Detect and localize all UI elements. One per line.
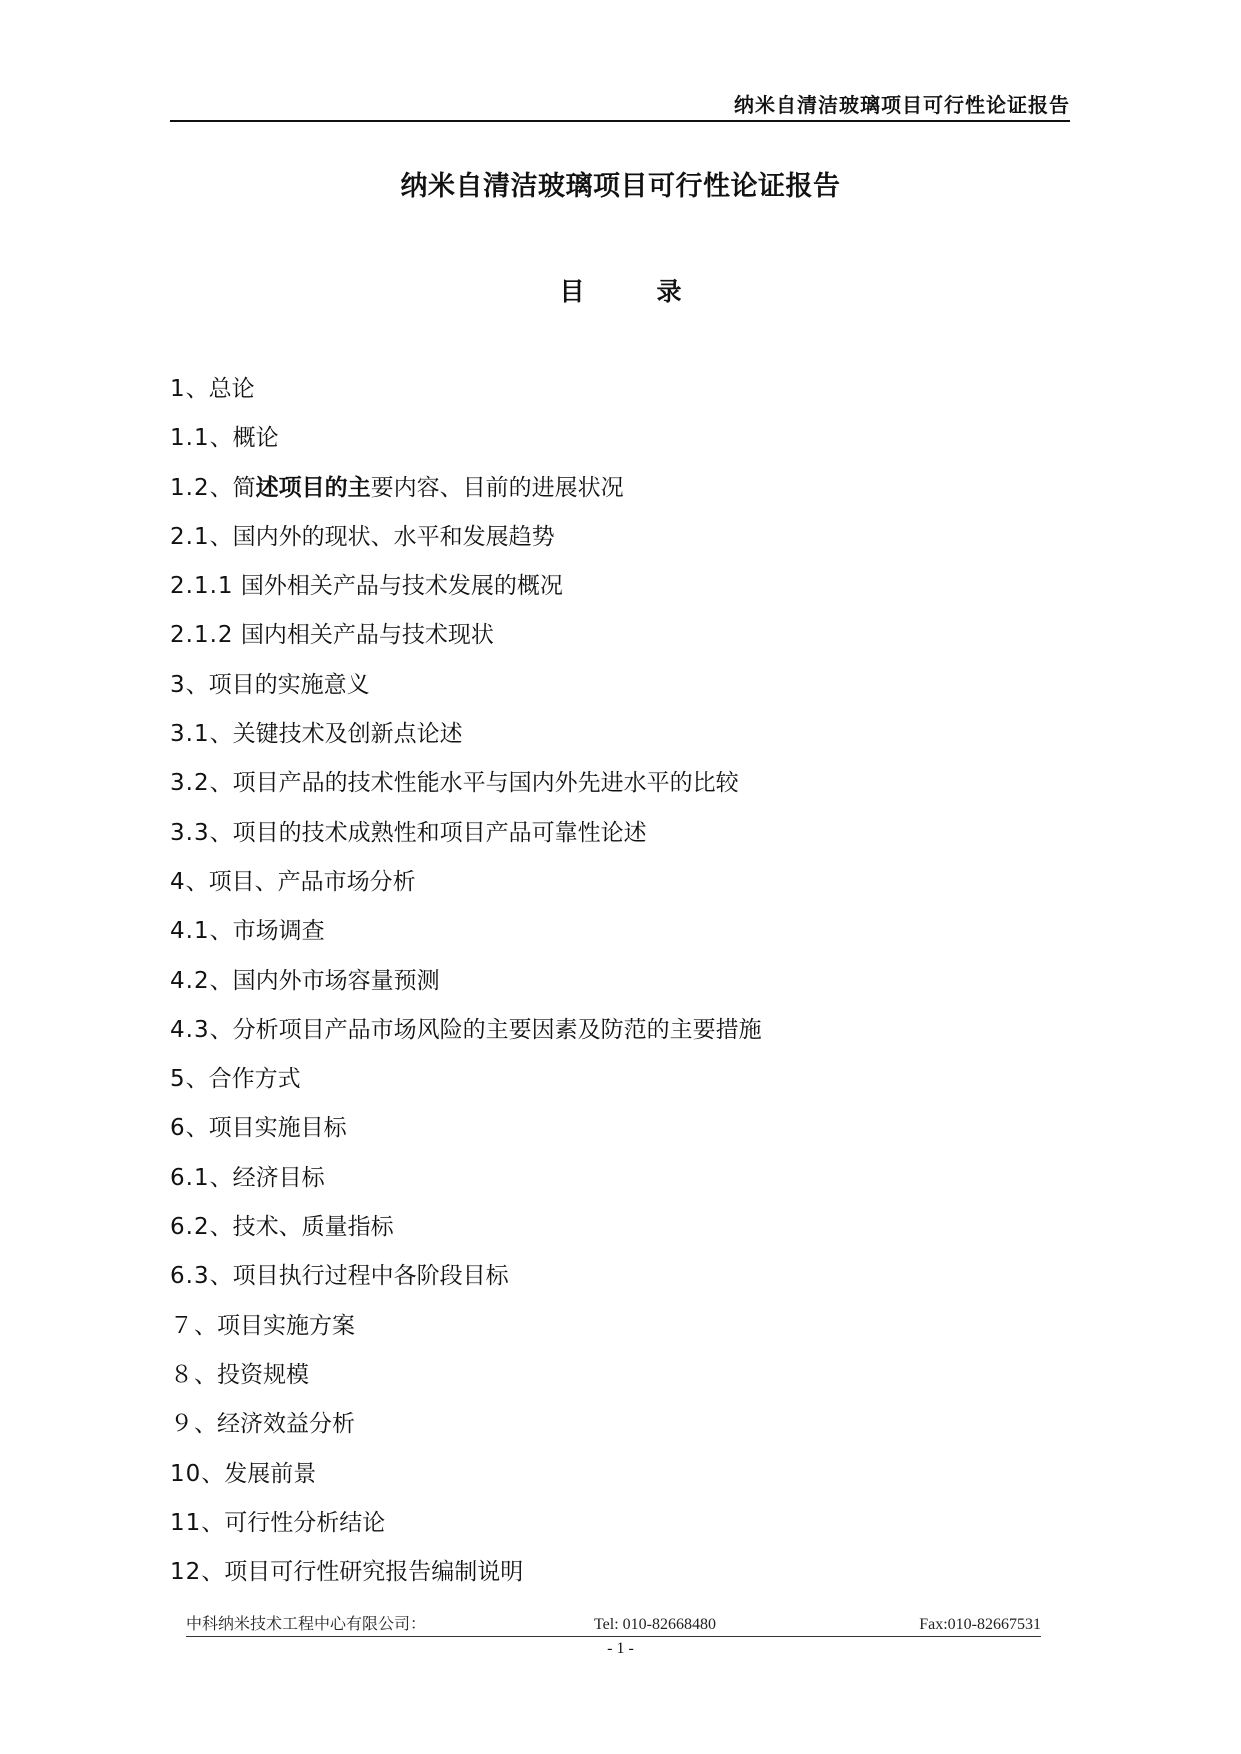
toc-entry bbox=[170, 666, 1070, 715]
toc-entry bbox=[170, 863, 1070, 912]
toc-entry-text: 、项目的技术成熟性和项目产品可靠性论述 bbox=[209, 819, 647, 846]
toc-entry bbox=[170, 962, 1070, 1011]
toc-entry-text: 、项目的实施意义 bbox=[185, 671, 370, 698]
toc-entry-number: 3.2 bbox=[170, 770, 210, 797]
toc-entry-text: 国外相关产品与技术发展的概况 bbox=[233, 573, 563, 600]
toc-entry-text: 、经济效益分析 bbox=[194, 1411, 355, 1438]
toc-entry bbox=[170, 1504, 1070, 1553]
toc-entry-text: 、投资规模 bbox=[194, 1361, 309, 1388]
toc-entry-number: 11 bbox=[170, 1509, 202, 1536]
toc-entry-number: ７ bbox=[170, 1312, 194, 1339]
toc-entry bbox=[170, 1159, 1070, 1208]
toc-entry-text: 要内容、目前的进展状况 bbox=[370, 474, 624, 501]
toc-entry-text: 、关键技术及创新点论述 bbox=[209, 721, 463, 748]
toc-entry-text: 、发展前景 bbox=[201, 1460, 317, 1487]
toc-heading-left: 目 bbox=[559, 277, 585, 306]
toc-entry-text-prefix: 、简 bbox=[209, 474, 256, 501]
toc-entry bbox=[170, 1109, 1070, 1158]
toc-entry-text: 、可行性分析结论 bbox=[201, 1509, 386, 1536]
running-header-title: 纳米自清洁玻璃项目可行性论证报告 bbox=[734, 93, 1070, 117]
footer-tel: Tel: 010-82668480 bbox=[594, 1616, 716, 1633]
toc-entry-text: 、经济目标 bbox=[209, 1164, 325, 1191]
toc-entry-number: 3 bbox=[170, 671, 186, 698]
toc-entry-text: 、国内外市场容量预测 bbox=[209, 967, 440, 994]
toc-entry bbox=[170, 715, 1070, 764]
toc-entry bbox=[170, 518, 1070, 567]
toc-entry bbox=[170, 764, 1070, 813]
toc-entry-number: 12 bbox=[170, 1559, 202, 1586]
toc-entry-text: 、总论 bbox=[185, 376, 255, 402]
toc-entry bbox=[170, 1257, 1070, 1306]
toc-entry bbox=[170, 567, 1070, 616]
toc-entry-number: 5 bbox=[170, 1066, 186, 1093]
toc-entry-number: 2.1 bbox=[170, 523, 210, 550]
toc-entry-text: 、项目实施方案 bbox=[194, 1312, 355, 1339]
toc-entry-text: 、技术、质量指标 bbox=[209, 1214, 394, 1241]
toc-entry-number: 2.1.2 bbox=[170, 622, 234, 649]
toc-entry-number: 4 bbox=[170, 868, 186, 895]
footer-company: 中科纳米技术工程中心有限公司： bbox=[186, 1616, 427, 1633]
toc-entry-number: 3.1 bbox=[170, 721, 210, 748]
toc-entry bbox=[170, 1405, 1070, 1454]
toc-entry bbox=[170, 419, 1070, 468]
toc-entry-number: 3.3 bbox=[170, 819, 210, 846]
toc-entry-text: 、项目实施目标 bbox=[185, 1115, 347, 1142]
toc-entry-text: 、合作方式 bbox=[185, 1066, 301, 1093]
toc-entry-text: 国内相关产品与技术现状 bbox=[233, 622, 494, 649]
toc-entry-text-bold: 述项目的主 bbox=[255, 474, 371, 501]
toc-entry-number: 6.2 bbox=[170, 1214, 210, 1241]
toc-entry-number: 1.1 bbox=[170, 425, 210, 452]
toc-entry-text: 、市场调查 bbox=[209, 918, 325, 945]
footer-fax: Fax:010-82667531 bbox=[919, 1616, 1041, 1633]
toc-heading-right: 录 bbox=[656, 277, 682, 306]
toc-entry-number: 6.1 bbox=[170, 1164, 210, 1191]
toc-entry-text: 、项目产品的技术性能水平与国内外先进水平的比较 bbox=[209, 770, 739, 797]
toc-entry-text: 、项目执行过程中各阶段目标 bbox=[209, 1263, 509, 1290]
running-header bbox=[170, 92, 1070, 122]
toc-entry bbox=[170, 1307, 1070, 1356]
toc-entry-number: 4.2 bbox=[170, 967, 210, 994]
toc-entry-number: 4.1 bbox=[170, 918, 210, 945]
toc-entry bbox=[170, 1011, 1070, 1060]
toc-entry-text: 、项目、产品市场分析 bbox=[185, 868, 416, 895]
toc-entry bbox=[170, 616, 1070, 665]
page-footer bbox=[186, 1614, 1041, 1637]
toc-entry-number: 10 bbox=[170, 1460, 202, 1487]
toc-entry-text: 、国内外的现状、水平和发展趋势 bbox=[209, 523, 555, 550]
table-of-contents bbox=[170, 370, 1070, 1602]
page-number: - 1 - bbox=[607, 1640, 634, 1657]
toc-entry-number: 6 bbox=[170, 1115, 186, 1142]
toc-entry-text: 、概论 bbox=[209, 425, 279, 452]
toc-entry bbox=[170, 1356, 1070, 1405]
toc-entry bbox=[170, 814, 1070, 863]
toc-entry-text: 、项目可行性研究报告编制说明 bbox=[201, 1559, 524, 1586]
toc-entry-number: 4.3 bbox=[170, 1016, 210, 1043]
toc-entry-number: 1 bbox=[170, 376, 186, 402]
toc-heading bbox=[0, 272, 1241, 308]
toc-entry-number: ９ bbox=[170, 1411, 194, 1438]
toc-entry-number: 1.2 bbox=[170, 474, 210, 501]
toc-entry-number: 6.3 bbox=[170, 1263, 210, 1290]
toc-entry-number: ８ bbox=[170, 1361, 194, 1388]
toc-entry bbox=[170, 370, 1070, 419]
toc-entry bbox=[170, 912, 1070, 961]
toc-entry-text: 、分析项目产品市场风险的主要因素及防范的主要措施 bbox=[209, 1016, 762, 1043]
toc-entry bbox=[170, 1060, 1070, 1109]
toc-entry-number: 2.1.1 bbox=[170, 573, 234, 600]
document-title: 纳米自清洁玻璃项目可行性论证报告 bbox=[400, 171, 841, 202]
toc-entry bbox=[170, 469, 1070, 518]
toc-entry bbox=[170, 1553, 1070, 1602]
toc-entry bbox=[170, 1208, 1070, 1257]
toc-entry bbox=[170, 1455, 1070, 1504]
